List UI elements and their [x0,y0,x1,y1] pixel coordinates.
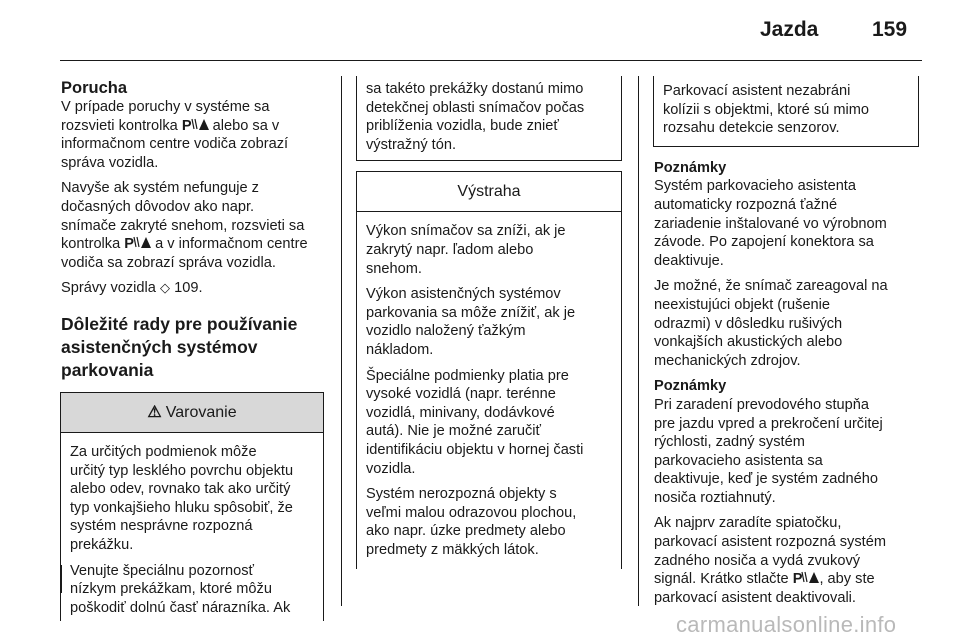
column-divider-1 [341,76,342,606]
warning-box [60,392,324,621]
header-title: Jazda [760,18,819,41]
warning-triangle-icon: ⚠ [147,403,162,421]
paragraph: Systém parkovacieho asistenta automaticky rozpozná ťažné zariadenie inštalované vo výrobnom závode. Po zapojení konektora sa deaktivuje. [654,178,887,269]
paragraph: Venujte špeciálnu pozornosť nízkym prekážkam, ktoré môžu poškodiť dolnú časť nárazníka. Ak [70,562,291,616]
warning-box-header [61,393,323,433]
caution-box [356,171,622,569]
paragraph: sa takéto prekážky dostanú mimo detekčnej oblasti snímačov počas priblíženia vozidla, bude znieť výstražný tón. [366,81,585,153]
caution-box-continued [653,76,919,147]
paragraph: V prípade poruchy v systéme sa rozsvieti kontrolka P alebo sa v informačnom centre vodiča zobrazí správa vozidla. [61,99,289,171]
paragraph: Špeciálne podmienky platia pre vysoké vozidlá (napr. terénne vozidlá, minivany, dodávkové autá). Nie je možné zaručiť identifikáciu objektu v hornej časti vozidla. [366,367,584,477]
paragraph: Pri zaradení prevodového stupňa pre jazdu vpred a prekročení určitej rýchlosti, zadný systém parkovacieho asistenta sa deaktivuje, keď je systém zadného nosiča roztiahnutý. [654,396,883,506]
header-divider [60,60,922,61]
page-reference-arrow-icon: ◇ [159,281,175,297]
paragraph: Navyše ak systém nefunguje z dočasných dôvodov ako napr. snímače zakryté snehom, rozsvieti sa kontrolka P a v informačnom centre vodiča sa zobrazí správa vozidla. [61,180,308,271]
note-title: Poznámky [654,159,727,176]
paragraph: Za určitých podmienok môže určitý typ lesklého povrchu objektu alebo odev, rovnako tak ako určitý typ vonkajšieho hluku spôsobiť, že systém nesprávne rozpozná prekážku. [70,443,294,553]
paragraph: Výkon asistenčných systémov parkovania sa môže znížiť, ak je vozidlo naložený ťažkým nákladom. [366,286,576,358]
parking-assist-lamp-icon: P [182,118,209,134]
note-title: Poznámky [654,378,727,395]
warning-box-left-edge [60,565,62,593]
parking-assist-lamp-icon: P [124,236,151,252]
paragraph: Ak najprv zaradíte spiatočku, parkovací asistent rozpozná systém zadného nosiča a vydá zvukový signál. Krátko stlačte P , aby ste parkovací asistent deaktivovali. [654,515,886,606]
caution-box-body [357,212,621,569]
caution-box-title: Výstraha [357,172,621,212]
note-block [654,159,920,371]
page-number: 159 [872,18,908,41]
column-1 [61,78,327,621]
paragraph: Systém nerozpozná objekty s veľmi malou odrazovou plochou, ako napr. úzke predmety alebo predmety z mäkkých látok. [366,486,577,558]
cross-reference: Správy vozidla ◇ 109. [61,280,203,297]
watermark: carmanualsonline.info [676,612,897,637]
warning-box-title: Varovanie [165,403,237,421]
warning-box-continued [356,76,622,161]
note-block [654,377,920,607]
column-divider-2 [638,76,639,606]
column-2 [357,76,623,569]
section-heading-porucha: Porucha [61,79,128,97]
paragraph: Výkon snímačov sa zníži, ak je zakrytý napr. ľadom alebo snehom. [366,223,566,277]
column-3 [654,76,920,614]
paragraph: Parkovací asistent nezabráni kolízii s objektmi, ktoré sú mimo rozsahu detekcie senzorov. [663,83,869,137]
section-heading-tips: Dôležité rady pre používanie asistenčných systémov parkovania [61,313,298,380]
parking-assist-button-icon: P [793,571,820,587]
warning-box-body [61,433,323,621]
paragraph: Je možné, že snímač zareagoval na neexistujúci objekt (rušenie odrazmi) v dôsledku rušivých vonkajších akustických alebo mechanických zdrojov. [654,278,888,369]
